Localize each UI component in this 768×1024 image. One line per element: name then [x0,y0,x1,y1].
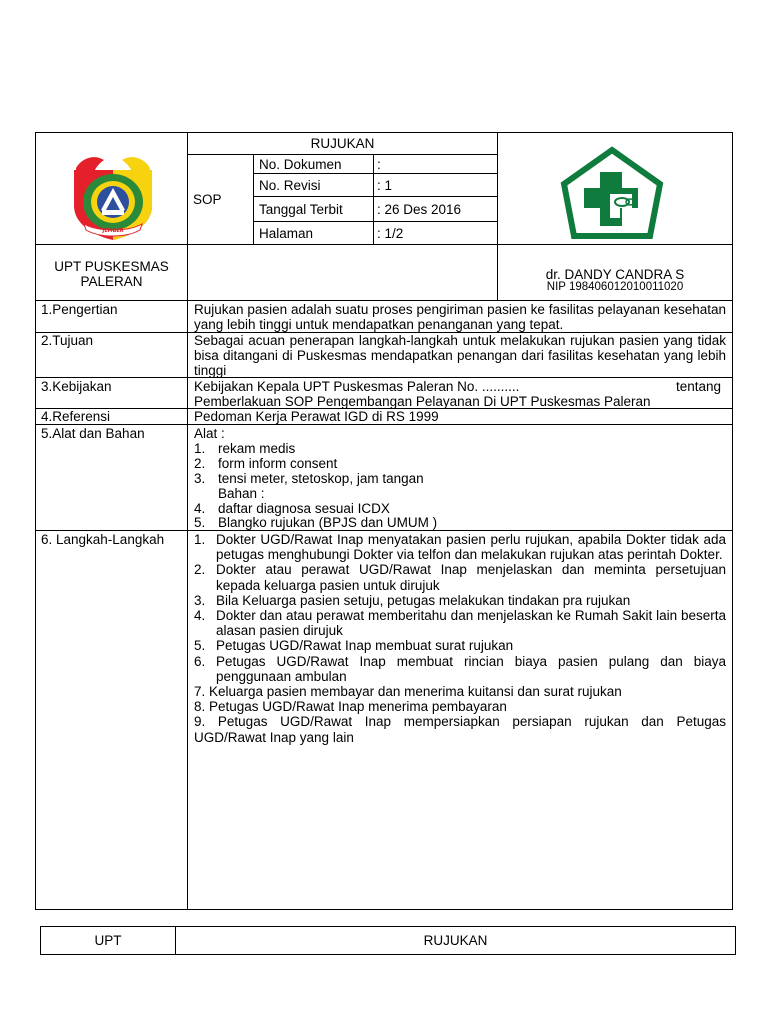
step-text: Dokter atau perawat UGD/Rawat Inap menjelaskan dan meminta persetujuan kepada keluarga pasien untuk dirujuk [216,562,726,593]
puskesmas-cross-logo-icon [560,146,664,240]
list-item [194,684,726,699]
list-item [194,714,726,744]
list-item [194,532,726,562]
row-label-alat-bahan: 5.Alat dan Bahan [41,426,145,441]
meta-label-halaman: Halaman [259,226,314,241]
regency-emblem-icon [68,150,158,242]
alat-item-text: rekam medis [218,441,296,456]
bahan-item-text: daftar diagnosa sesuai ICDX [218,501,390,516]
row-text-pengertian: Rujukan pasien adalah suatu proses pengiriman pasien ke fasilitas pelayanan kesehatan yang lebih tinggi untuk mendapatkan penanganan yang tepat. [194,302,726,333]
step-number: 6. [194,653,206,669]
list-item [194,608,726,638]
alat-item-number: 1. [194,441,206,456]
step-number: 4. [194,608,206,624]
document-title: RUJUKAN [310,136,375,151]
step-text: 8. Petugas UGD/Rawat Inap menerima pembayaran [194,699,507,715]
row-label-pengertian: 1.Pengertian [41,302,118,317]
row-label-kebijakan: 3.Kebijakan [41,379,112,394]
emblem-ribbon-text: JEMBER [102,228,124,234]
org-name-line1: UPT PUSKESMAS [54,259,169,274]
step-text: Dokter UGD/Rawat Inap menyatakan pasien perlu rujukan, apabila Dokter tidak ada petugas menghubungi Dokter via telfon dan melakukan rujukan atas perintah Dokter. [216,532,726,563]
kebijakan-line2: Pemberlakuan SOP Pengembangan Pelayanan Di UPT Puskesmas Paleran [194,394,651,409]
row-text-referensi: Pedoman Kerja Perawat IGD di RS 1999 [194,409,439,424]
row-text-tujuan: Sebagai acuan penerapan langkah-langkah untuk melakukan rujukan pasien yang tidak bisa ditangani di Puskesmas mendapatkan penangan dari fasilitas kesehatan yang lebih tinggi [194,333,726,379]
list-item [194,699,726,714]
meta-label-tanggal-terbit: Tanggal Terbit [259,202,343,217]
footer-org-label: UPT [94,933,122,948]
alat-item-number: 2. [194,456,206,471]
meta-label-no-dokumen: No. Dokumen [259,157,342,172]
kebijakan-line1-right: tentang [676,379,722,394]
row-label-tujuan: 2.Tujuan [41,333,94,348]
org-name-line2: PALERAN [80,274,143,289]
bahan-item-number: 5. [194,515,206,530]
bahan-item-text: Blangko rujukan (BPJS dan UMUM ) [218,515,438,530]
meta-value-tanggal-terbit: : 26 Des 2016 [377,202,462,217]
list-item [194,593,726,608]
meta-label-no-revisi: No. Revisi [259,178,321,193]
meta-value-no-revisi: : 1 [377,178,393,193]
step-number: 3. [194,592,206,608]
bahan-item-number: 4. [194,501,206,516]
list-item [194,654,726,684]
meta-value-halaman: : 1/2 [377,226,404,241]
row-label-langkah: 6. Langkah-Langkah [41,532,165,547]
step-number: 2. [194,562,206,578]
list-item [194,638,726,653]
step-text: 7. Keluarga pasien membayar dan menerima kuitansi dan surat rujukan [194,684,622,700]
step-text: Petugas UGD/Rawat Inap membuat rincian biaya pasien pulang dan biaya penggunaan ambulan [216,653,726,684]
step-number: 5. [194,638,206,654]
signer-nip: NIP 198406012010011020 [546,281,684,293]
alat-heading: Alat : [194,426,225,441]
alat-item-number: 3. [194,471,206,486]
row-label-referensi: 4.Referensi [41,409,111,424]
bahan-heading: Bahan : [218,486,265,501]
alat-item-text: tensi meter, stetoskop, jam tangan [218,471,424,486]
sop-label: SOP [193,192,222,207]
alat-item-text: form inform consent [218,456,338,471]
step-number: 1. [194,532,206,547]
langkah-steps-list [194,532,726,745]
step-text: 9. Petugas UGD/Rawat Inap mempersiapkan persiapan rujukan dan Petugas UGD/Rawat Inap yang lain [194,714,726,745]
signer-name: dr. DANDY CANDRA S [545,267,685,282]
step-text: Petugas UGD/Rawat Inap membuat surat rujukan [216,638,514,654]
step-text: Dokter dan atau perawat memberitahu dan menjelaskan ke Rumah Sakit lain beserta alasan pasien dirujuk [216,608,726,639]
meta-value-no-dokumen: : [377,157,381,172]
footer-title: RUJUKAN [423,933,488,948]
list-item [194,562,726,592]
step-text: Bila Keluarga pasien setuju, petugas melakukan tindakan pra rujukan [216,592,631,608]
kebijakan-line1-left: Kebijakan Kepala UPT Puskesmas Paleran No. .......... [194,379,520,394]
